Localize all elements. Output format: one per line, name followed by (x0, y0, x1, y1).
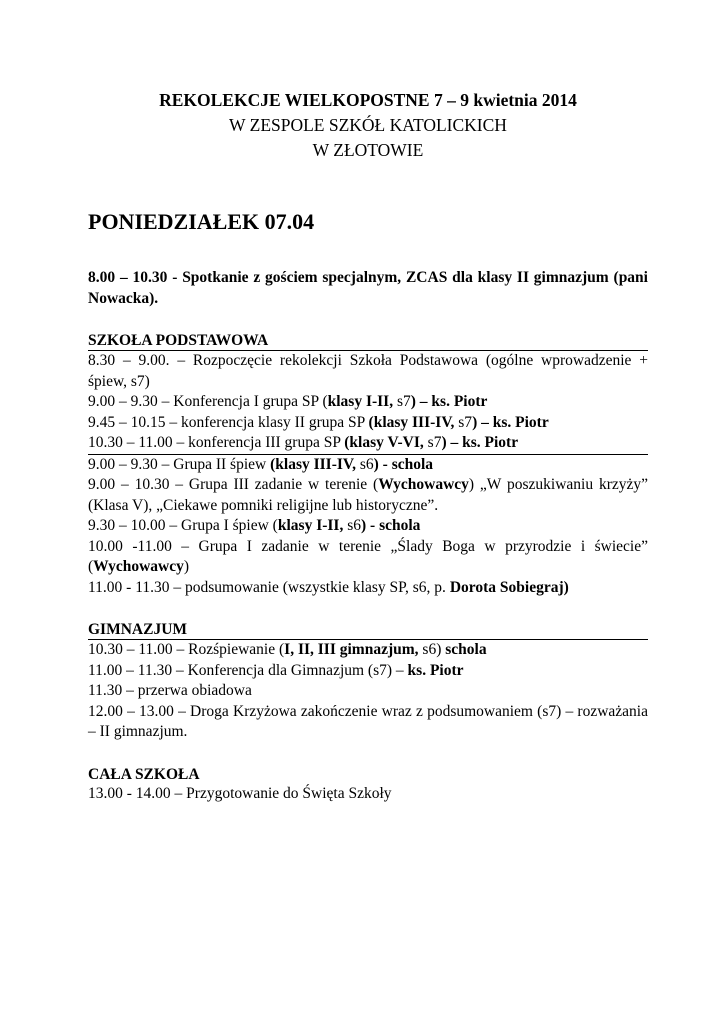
document-subtitle-1: W ZESPOLE SZKÓŁ KATOLICKICH (229, 115, 507, 135)
document-page (88, 88, 648, 804)
schedule-line: 10.30 – 11.00 – konferencja III grupa SP (klasy V-VI, s7) – ks. Piotr (88, 434, 519, 451)
schedule-line: 9.00 – 9.30 – Konferencja I grupa SP (klasy I-II, s7) – ks. Piotr (88, 393, 488, 410)
section-szkola-podstawowa (88, 331, 648, 598)
schedule-line: 11.00 - 11.30 – podsumowanie (wszystkie klasy SP, s6, p. Dorota Sobiegraj) (88, 578, 569, 596)
day-heading: PONIEDZIAŁEK 07.04 (88, 209, 315, 234)
schedule-line: 13.00 - 14.00 – Przygotowanie do Święta Szkoły (88, 784, 392, 802)
schedule-line: 12.00 – 13.00 – Droga Krzyżowa zakończenie wraz z podsumowaniem (s7) – rozważania – II gimnazjum. (88, 702, 648, 740)
section-title-sp: SZKOŁA PODSTAWOWA (88, 332, 269, 349)
section-title-cala-szkola: CAŁA SZKOŁA (88, 765, 200, 783)
schedule-line: 9.30 – 10.00 – Grupa I śpiew (klasy I-II, s6) - schola (88, 517, 421, 534)
schedule-line: 10.00 -11.00 – Grupa I zadanie w terenie „Ślady Boga w przyrodzie i świecie” (Wychowawcy) (88, 537, 648, 575)
document-header (88, 88, 648, 163)
document-title: REKOLEKCJE WIELKOPOSTNE 7 – 9 kwietnia 2014 (159, 90, 577, 110)
schedule-line: 11.00 – 11.30 – Konferencja dla Gimnazjum (s7) – ks. Piotr (88, 661, 464, 679)
section-gimnazjum (88, 620, 648, 743)
schedule-line: 10.30 – 11.00 – Rozśpiewanie (I, II, III gimnazjum, s6) schola (88, 641, 487, 658)
document-subtitle-2: W ZŁOTOWIE (312, 140, 424, 160)
schedule-line: 9.45 – 10.15 – konferencja klasy II grupa SP (klasy III-IV, s7) – ks. Piotr (88, 413, 549, 431)
section-cala-szkola (88, 765, 648, 805)
intro-paragraph: 8.00 – 10.30 - Spotkanie z gościem specjalnym, ZCAS dla klasy II gimnazjum (pani Nowacka). (88, 269, 648, 307)
section-title-gimnazjum: GIMNAZJUM (88, 621, 188, 638)
schedule-line: 8.30 – 9.00. – Rozpoczęcie rekolekcji Szkoła Podstawowa (ogólne wprowadzenie + śpiew, s7) (88, 352, 648, 390)
schedule-line: 9.00 – 9.30 – Grupa II śpiew (klasy III-IV, s6) - schola (88, 455, 434, 473)
schedule-line: 11.30 – przerwa obiadowa (88, 682, 252, 699)
schedule-line: 9.00 – 10.30 – Grupa III zadanie w terenie (Wychowawcy) „W poszukiwaniu krzyży” (Klasa V), „Ciekawe pomniki religijne lub historyczne”. (88, 476, 648, 514)
